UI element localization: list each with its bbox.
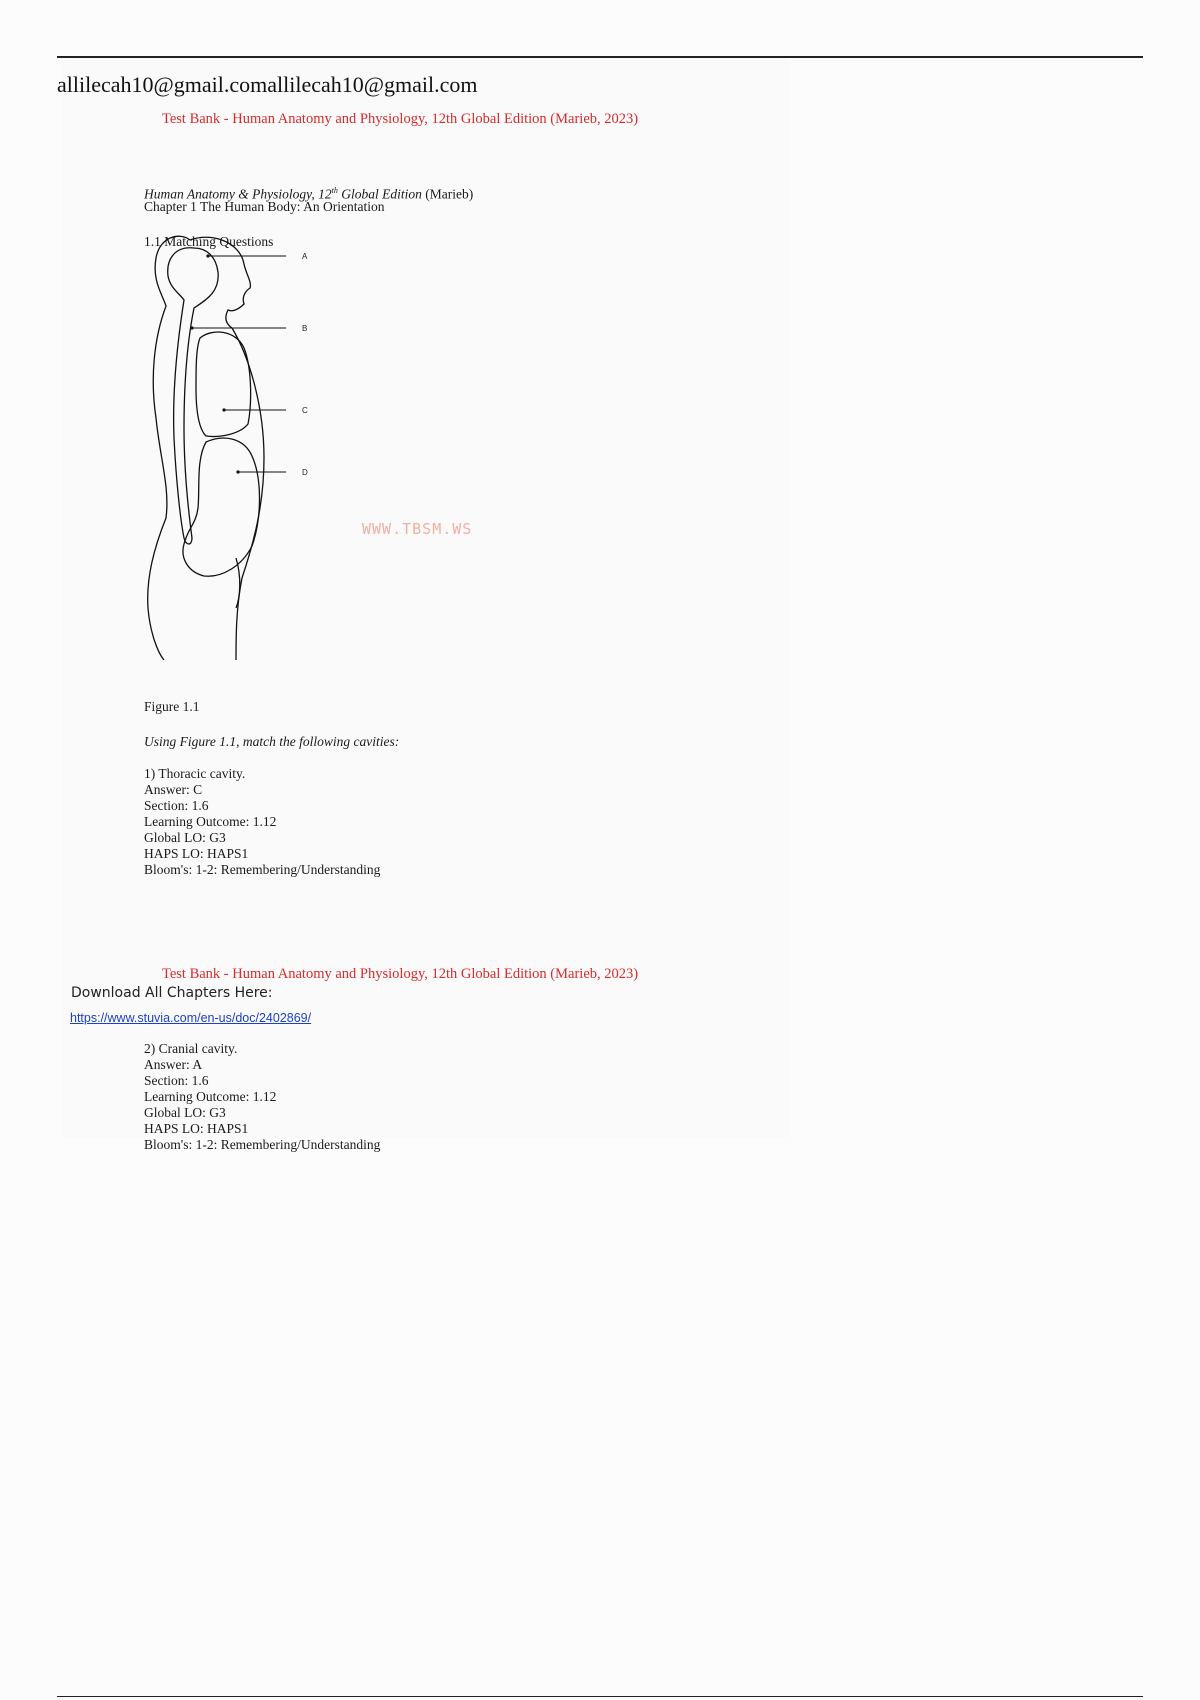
top-rule [57, 56, 1143, 58]
figure-label-a: A [302, 252, 308, 261]
book-title-author: (Marieb) [421, 186, 474, 202]
bottom-rule [57, 1696, 1143, 1697]
question-blooms: Bloom's: 1-2: Remembering/Understanding [144, 1137, 381, 1152]
book-title-edition: Global Edition [337, 186, 422, 202]
instruction-text: Using Figure 1.1, match the following cavities: [144, 734, 400, 749]
body-cavities-figure [140, 228, 340, 660]
question-1 [144, 766, 380, 878]
watermark: WWW.TBSM.WS [362, 520, 473, 538]
download-label: Download All Chapters Here: [71, 985, 273, 1001]
question-section: Section: 1.6 [144, 798, 209, 813]
figure-label-c: C [302, 406, 308, 415]
figure-caption: Figure 1.1 [144, 699, 200, 714]
chapter-title: Chapter 1 The Human Body: An Orientation [144, 199, 385, 214]
question-answer: Answer: A [144, 1057, 203, 1072]
book-title-italic: Human Anatomy & Physiology, 12 [144, 186, 332, 202]
document-header-title: Test Bank - Human Anatomy and Physiology, 12th Global Edition (Marieb, 2023) [162, 111, 639, 127]
email-header: allilecah10@gmail.comallilecah10@gmail.com [57, 72, 478, 97]
figure-label-b: B [302, 324, 308, 333]
question-blooms: Bloom's: 1-2: Remembering/Understanding [144, 862, 381, 877]
question-learning-outcome: Learning Outcome: 1.12 [144, 814, 277, 829]
question-learning-outcome: Learning Outcome: 1.12 [144, 1089, 277, 1104]
question-2 [144, 1041, 380, 1153]
document-header-title-page-2: Test Bank - Human Anatomy and Physiology, 12th Global Edition (Marieb, 2023) [162, 966, 639, 982]
question-prompt: 2) Cranial cavity. [144, 1041, 238, 1056]
question-haps-lo: HAPS LO: HAPS1 [144, 846, 249, 861]
question-haps-lo: HAPS LO: HAPS1 [144, 1121, 249, 1136]
question-answer: Answer: C [144, 782, 203, 797]
question-prompt: 1) Thoracic cavity. [144, 766, 246, 781]
book-title-superscript: th [331, 186, 338, 195]
download-link[interactable]: https://www.stuvia.com/en-us/doc/2402869/ [70, 1011, 312, 1025]
question-global-lo: Global LO: G3 [144, 830, 226, 845]
figure-label-d: D [302, 468, 308, 477]
question-section: Section: 1.6 [144, 1073, 209, 1088]
section-heading: 1.1 Matching Questions [144, 234, 274, 249]
question-global-lo: Global LO: G3 [144, 1105, 226, 1120]
